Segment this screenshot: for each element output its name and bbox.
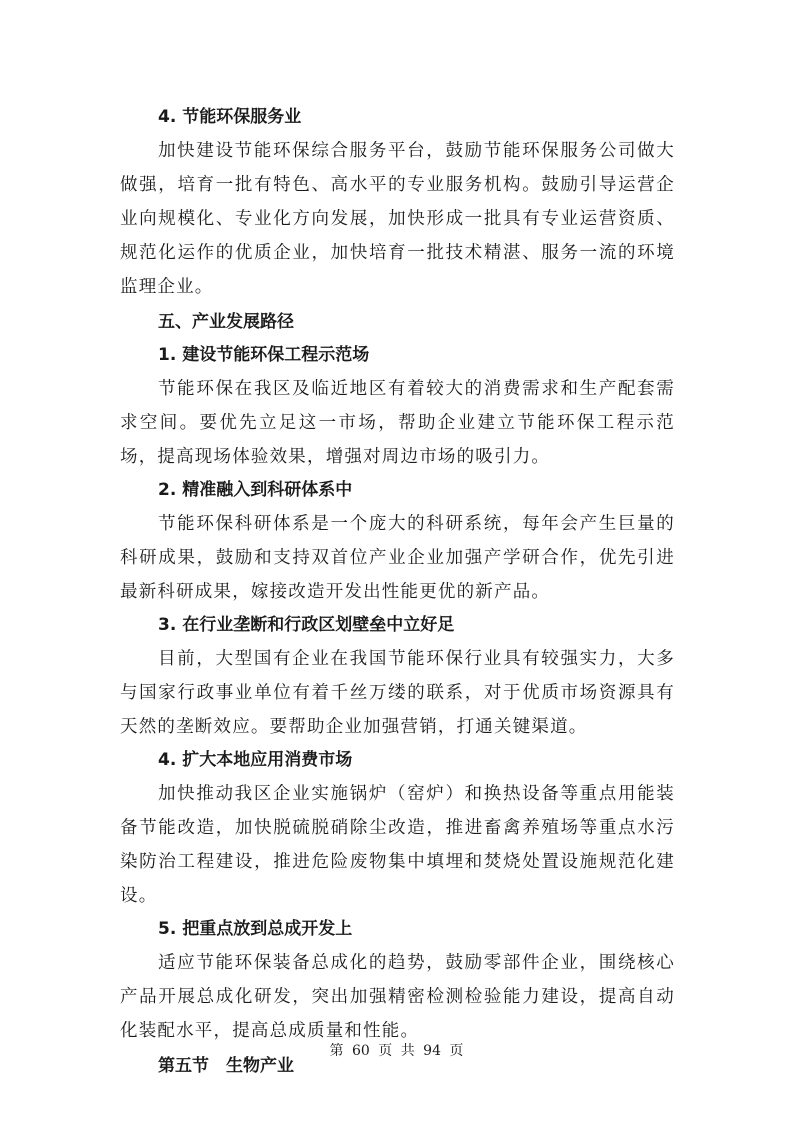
page-number-footer: 第 60 页 共 94 页 (329, 1043, 464, 1059)
section-heading-development-path: 五、产业发展路径 (158, 312, 294, 332)
document-body (120, 101, 675, 1083)
paragraph-energy-service: 加快建设节能环保综合服务平台，鼓励节能环保服务公司做大做强，培育一批有特色、高水平的专业服务机构。鼓励引导运营企业向规模化、专业化方向发展，加快形成一批具有专业运营资质、规范化运作的优质企业，加快培育一批技术精湛、服务一流的环境监理企业。 (120, 141, 675, 297)
heading-industry-monopoly: 3. 在行业垄断和行政区划壁垒中立好足 (158, 615, 455, 635)
paragraph-research-system: 节能环保科研体系是一个庞大的科研系统，每年会产生巨量的科研成果，鼓励和支持双首位产业企业加强产学研合作，优先引进最新科研成果，嫁接改造开发出性能更优的新产品。 (120, 514, 675, 602)
heading-local-market: 4. 扩大本地应用消费市场 (158, 750, 353, 770)
paragraph-demo-site: 节能环保在我区及临近地区有着较大的消费需求和生产配套需求空间。要优先立足这一市场，帮助企业建立节能环保工程示范场，提高现场体验效果，增强对周边市场的吸引力。 (120, 379, 675, 467)
heading-energy-service: 4. 节能环保服务业 (158, 107, 302, 127)
heading-demo-site: 1. 建设节能环保工程示范场 (158, 345, 370, 365)
heading-assembly-development: 5. 把重点放到总成开发上 (158, 919, 353, 939)
paragraph-local-market: 加快推动我区企业实施锅炉（窑炉）和换热设备等重点用能装备节能改造，加快脱硫脱硝除尘改造，推进畜禽养殖场等重点水污染防治工程建设，推进危险废物集中填埋和焚烧处置设施规范化建设。 (120, 784, 675, 906)
section-heading-bio-industry: 第五节 生物产业 (158, 1056, 294, 1076)
paragraph-assembly-development: 适应节能环保装备总成化的趋势，鼓励零部件企业，围绕核心产品开展总成化研发，突出加强精密检测检验能力建设，提高自动化装配水平，提高总成质量和性能。 (120, 953, 675, 1041)
paragraph-industry-monopoly: 目前，大型国有企业在我国节能环保行业具有较强实力，大多与国家行政事业单位有着千丝万缕的联系，对于优质市场资源具有天然的垄断效应。要帮助企业加强营销，打通关键渠道。 (120, 649, 675, 737)
heading-research-system: 2. 精准融入到科研体系中 (158, 480, 353, 500)
